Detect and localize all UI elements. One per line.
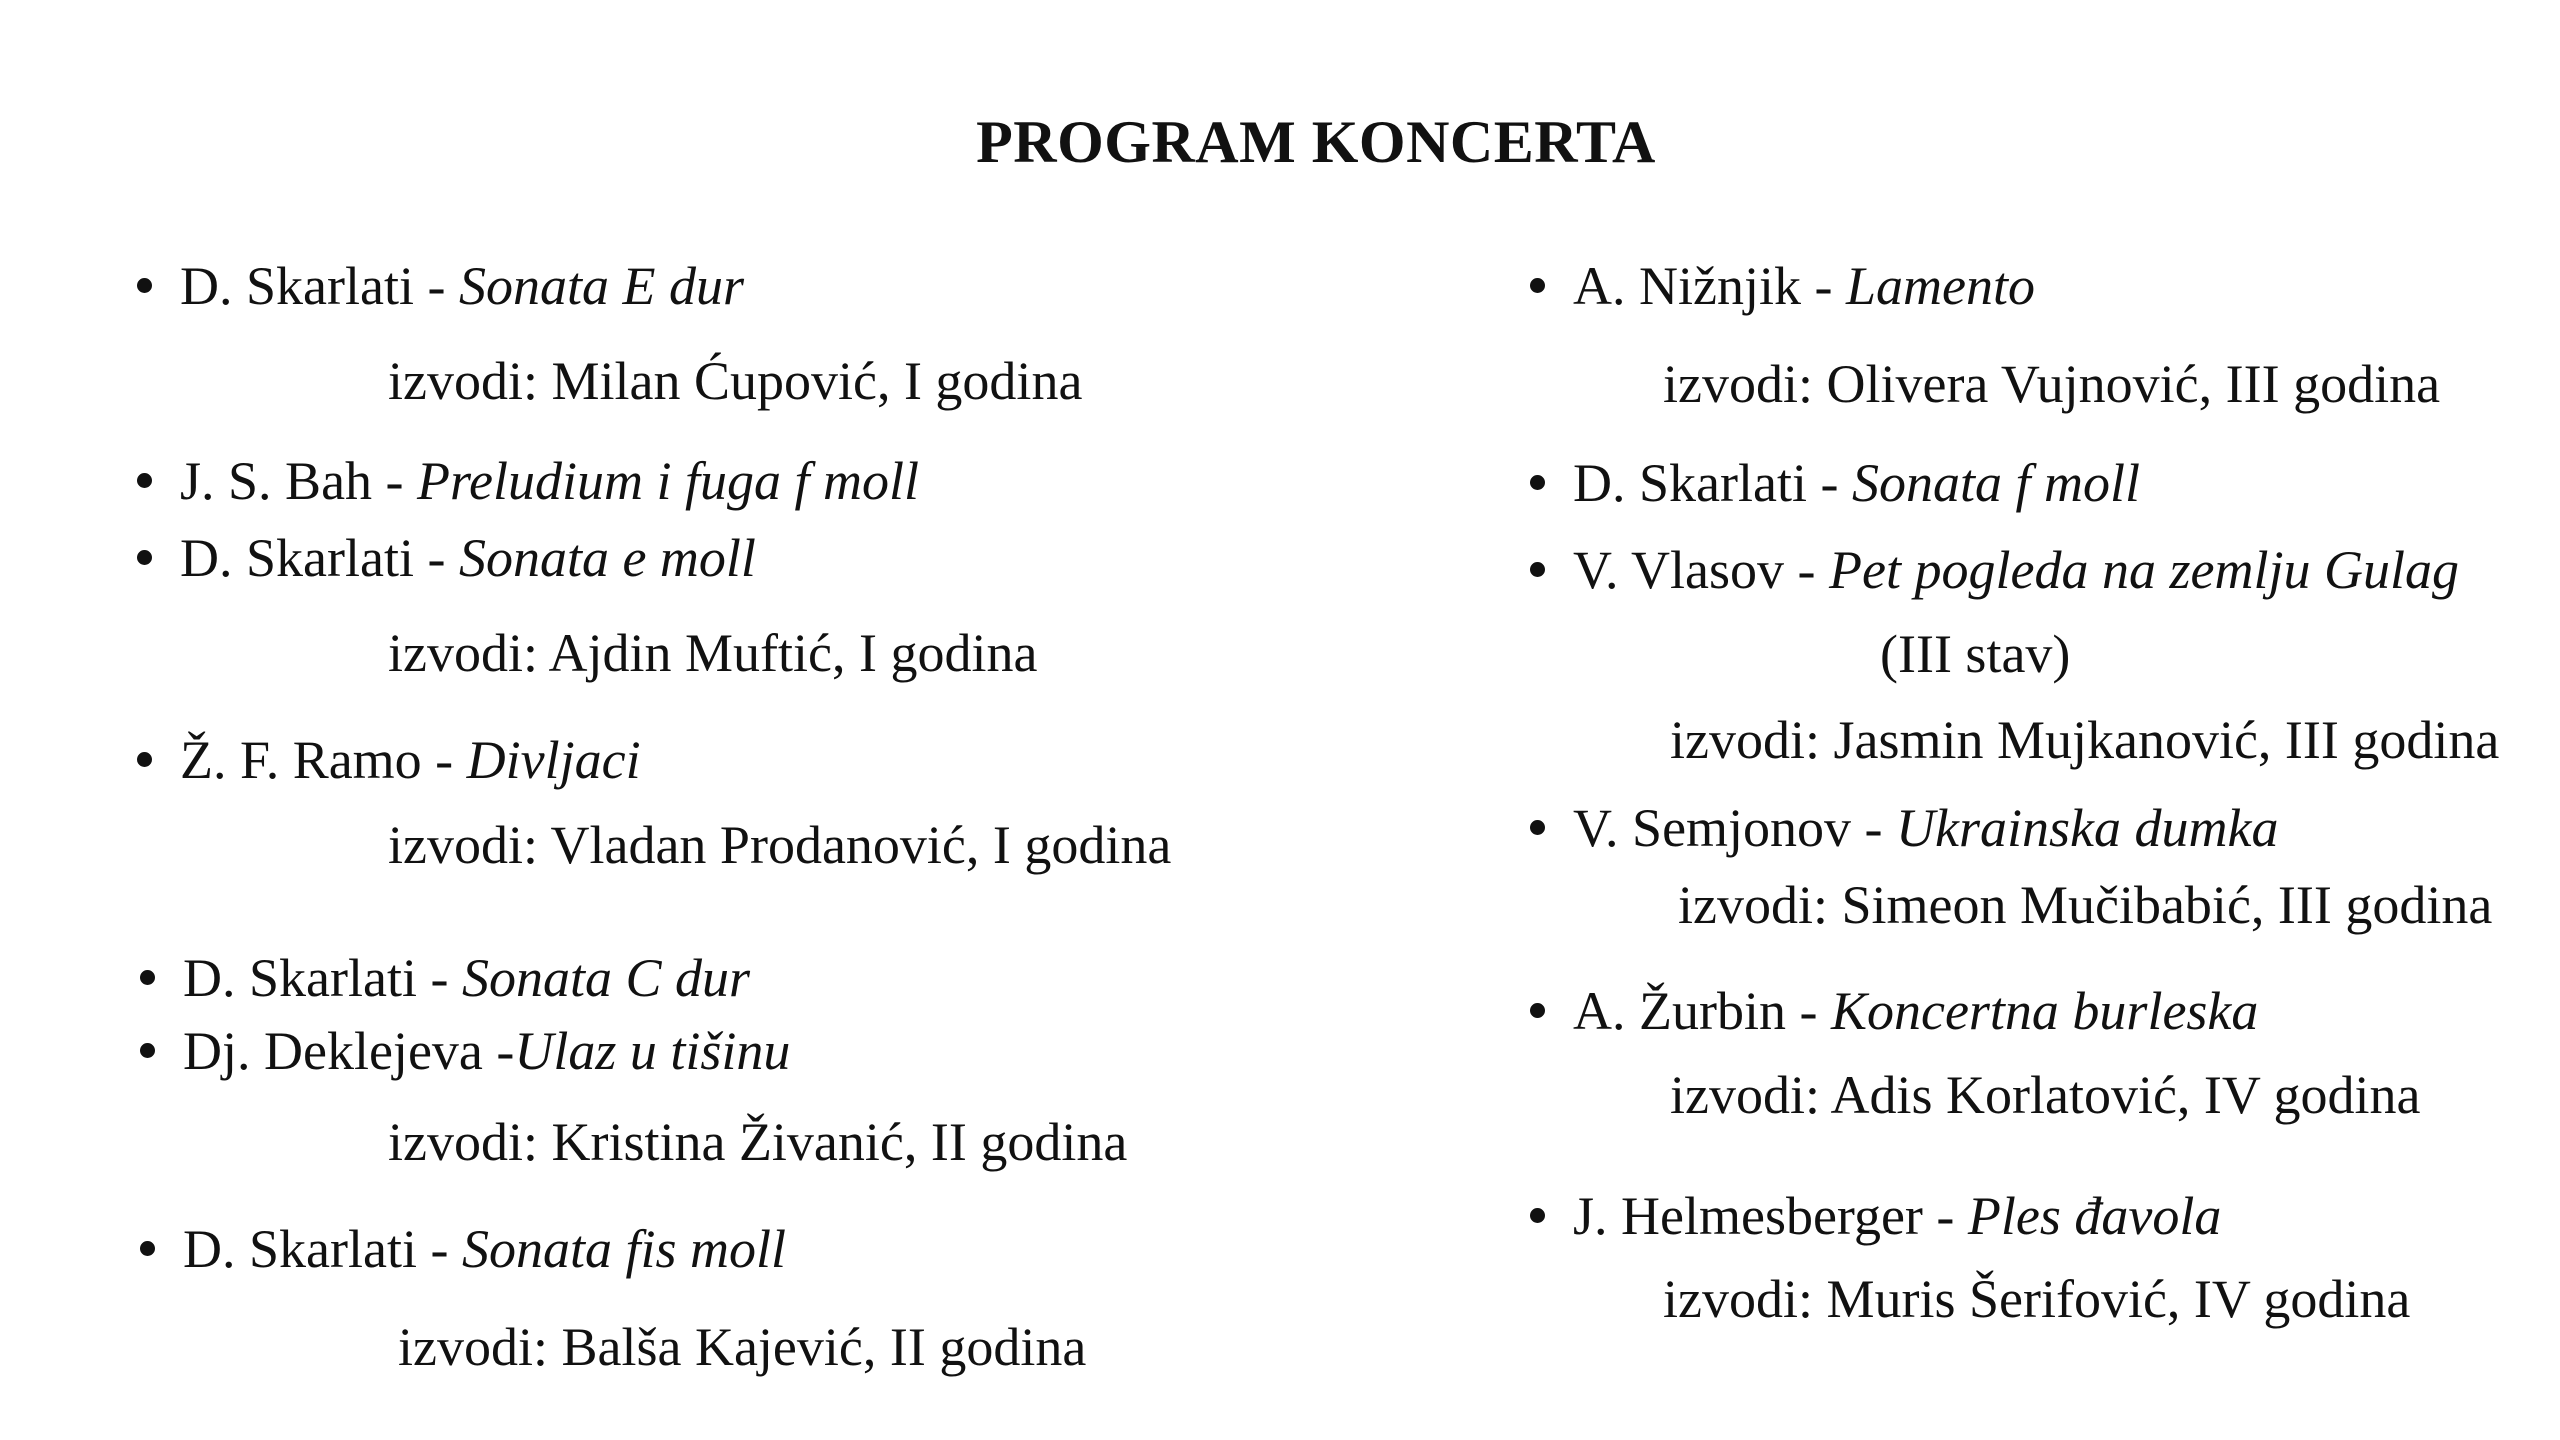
work-title: Lamento [1845, 256, 2035, 316]
performer-line: izvodi: Olivera Vujnović, III godina [1663, 354, 2441, 414]
work-title: Sonata fis moll [461, 1219, 786, 1279]
program-item [180, 730, 641, 790]
work-title: Preludium i fuga f moll [417, 451, 919, 511]
performer-line: izvodi: Simeon Mučibabić, III godina [1678, 875, 2493, 935]
bullet [137, 473, 152, 488]
work-title: Sonata C dur [461, 948, 750, 1008]
work-title: Ukrainska dumka [1896, 798, 2279, 858]
program-item [183, 1219, 786, 1279]
composer: J. Helmesberger - [1573, 1186, 1968, 1246]
composer: A. Nižnjik - [1573, 256, 1846, 316]
bullet [140, 970, 155, 985]
composer: A. Žurbin - [1573, 981, 1831, 1041]
program-item [1573, 1186, 2222, 1246]
program-item [1573, 256, 2035, 316]
performer-line: izvodi: Ajdin Muftić, I godina [388, 623, 1038, 683]
work-title: Koncertna burleska [1830, 981, 2259, 1041]
composer: V. Vlasov - [1573, 540, 1830, 600]
performer-line: izvodi: Jasmin Mujkanović, III godina [1670, 710, 2500, 770]
bullet [140, 1241, 155, 1256]
composer: J. S. Bah - [180, 451, 418, 511]
bullet [1530, 1003, 1545, 1018]
composer: D. Skarlati - [180, 256, 459, 316]
composer: D. Skarlati - [180, 528, 459, 588]
work-title: Sonata e moll [458, 528, 756, 588]
performer-line: izvodi: Muris Šerifović, IV godina [1663, 1269, 2411, 1329]
work-title: Ulaz u tišinu [514, 1021, 791, 1081]
page-title: PROGRAM KONCERTA [976, 109, 1656, 175]
performer-line: izvodi: Balša Kajević, II godina [398, 1317, 1087, 1377]
movement-note: (III stav) [1880, 624, 2071, 684]
program-item [180, 451, 919, 511]
work-title: Divljaci [466, 730, 641, 790]
work-title: Sonata E dur [458, 256, 744, 316]
program-item [1573, 981, 2259, 1041]
bullet [137, 752, 152, 767]
bullet [137, 550, 152, 565]
composer: V. Semjonov - [1573, 798, 1897, 858]
program-item [180, 528, 756, 588]
performer-line: izvodi: Milan Ćupović, I godina [388, 351, 1083, 411]
composer: D. Skarlati - [183, 948, 462, 1008]
performer-line: izvodi: Kristina Živanić, II godina [388, 1112, 1128, 1172]
composer: D. Skarlati - [183, 1219, 462, 1279]
bullet [137, 278, 152, 293]
composer: Ž. F. Ramo - [180, 730, 467, 790]
bullet [1530, 475, 1545, 490]
performer-line: izvodi: Vladan Prodanović, I godina [388, 815, 1172, 875]
bullet [140, 1043, 155, 1058]
performer-line: izvodi: Adis Korlatović, IV godina [1670, 1065, 2421, 1125]
work-title: Ples đavola [1967, 1186, 2222, 1246]
program-item [1573, 453, 2140, 513]
bullet [1530, 278, 1545, 293]
bullet [1530, 1208, 1545, 1223]
program-item [180, 256, 744, 316]
program-item [1573, 798, 2279, 858]
bullet [1530, 562, 1545, 577]
program-item [183, 1021, 791, 1081]
work-title: Pet pogleda na zemlju Gulag [1829, 540, 2459, 600]
composer: D. Skarlati - [1573, 453, 1852, 513]
bullet [1530, 820, 1545, 835]
program-item [1573, 540, 2459, 600]
composer: Dj. Deklejeva - [183, 1021, 515, 1081]
program-item [183, 948, 750, 1008]
work-title: Sonata f moll [1851, 453, 2140, 513]
